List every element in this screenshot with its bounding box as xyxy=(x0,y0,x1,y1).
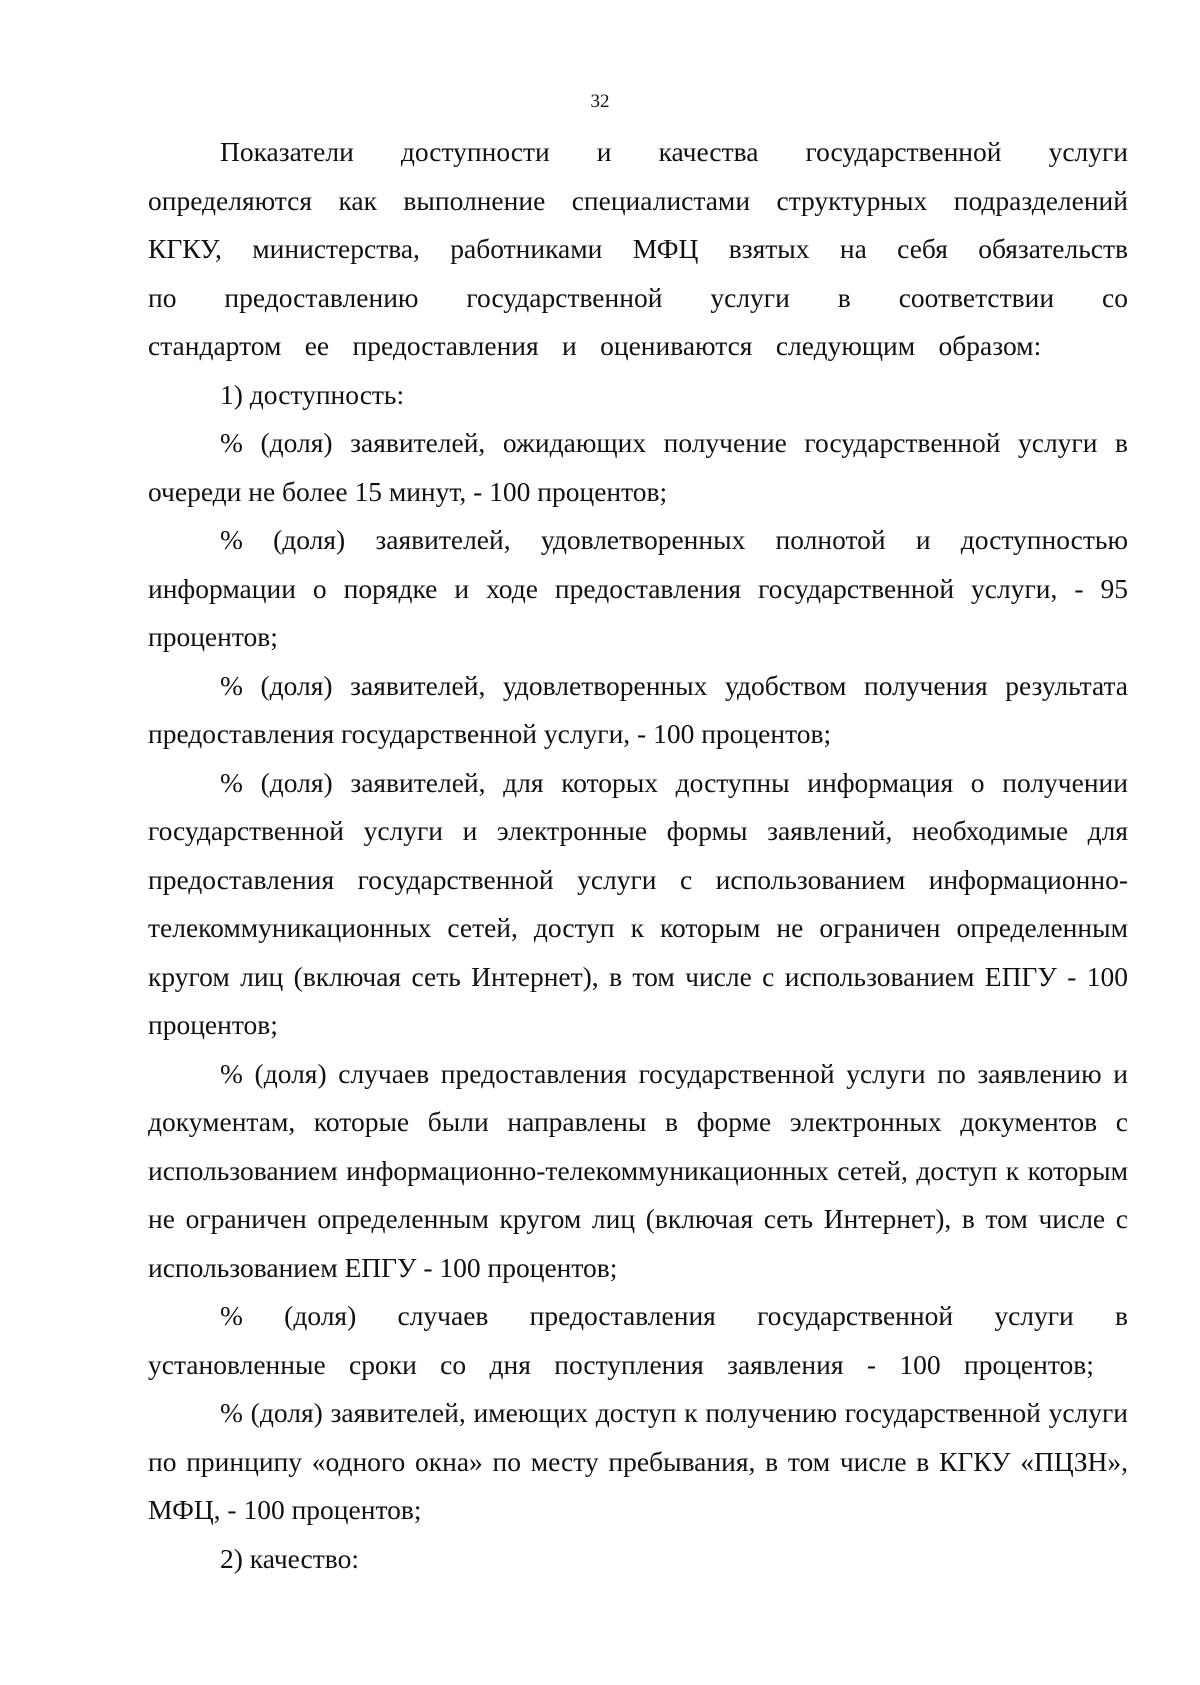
paragraph-electronic-documents: % (доля) случаев предоставления государственной услуги по заявлению и документам, которые были направлены в форме электронных документов с использованием информационно-телекоммуникационных сетей, доступ к которым не ограничен определенным кругом лиц (включая сеть Интернет), в том числе с использованием ЕПГУ - 100 процентов; xyxy=(148,1057,1128,1283)
paragraph-intro: Показатели доступности и качества государственной услуги определяются как выполнение специалистами структурных подразделений КГКУ, министерства, работниками МФЦ взятых на себя обязательств по предоставлению государственной услуги в соответствии со стандартом ее предоставления и оцениваются следующим образом: xyxy=(148,136,1128,361)
document-body xyxy=(148,128,1128,1583)
paragraph-accessibility-heading: 1) доступность: xyxy=(220,378,405,410)
paragraph-queue-wait: % (доля) заявителей, ожидающих получение государственной услуги в очереди не более 15 минут, - 100 процентов; xyxy=(148,427,1128,507)
paragraph-deadlines: % (доля) случаев предоставления государственной услуги в установленные сроки со дня поступления заявления - 100 процентов; xyxy=(148,1300,1128,1380)
paragraph-quality-heading: 2) качество: xyxy=(220,1542,359,1574)
paragraph-result-convenience: % (доля) заявителей, удовлетворенных удобством получения результата предоставления государственной услуги, - 100 процентов; xyxy=(148,669,1128,749)
paragraph-one-window: % (доля) заявителей, имеющих доступ к получению государственной услуги по принципу «одного окна» по месту пребывания, в том числе в КГКУ «ПЦЗН», МФЦ, - 100 процентов; xyxy=(148,1397,1128,1525)
paragraph-electronic-forms-access: % (доля) заявителей, для которых доступны информация о получении государственной услуги и электронные формы заявлений, необходимые для предоставления государственной услуги с использованием информационно-телекоммуникационных сетей, доступ к которым не ограничен определенным кругом лиц (включая сеть Интернет), в том числе с использованием ЕПГУ - 100 процентов; xyxy=(148,766,1128,1040)
paragraph-information-satisfaction: % (доля) заявителей, удовлетворенных полнотой и доступностью информации о порядке и ходе предоставления государственной услуги, - 95 процентов; xyxy=(148,524,1128,652)
page-number: 32 xyxy=(590,91,610,112)
